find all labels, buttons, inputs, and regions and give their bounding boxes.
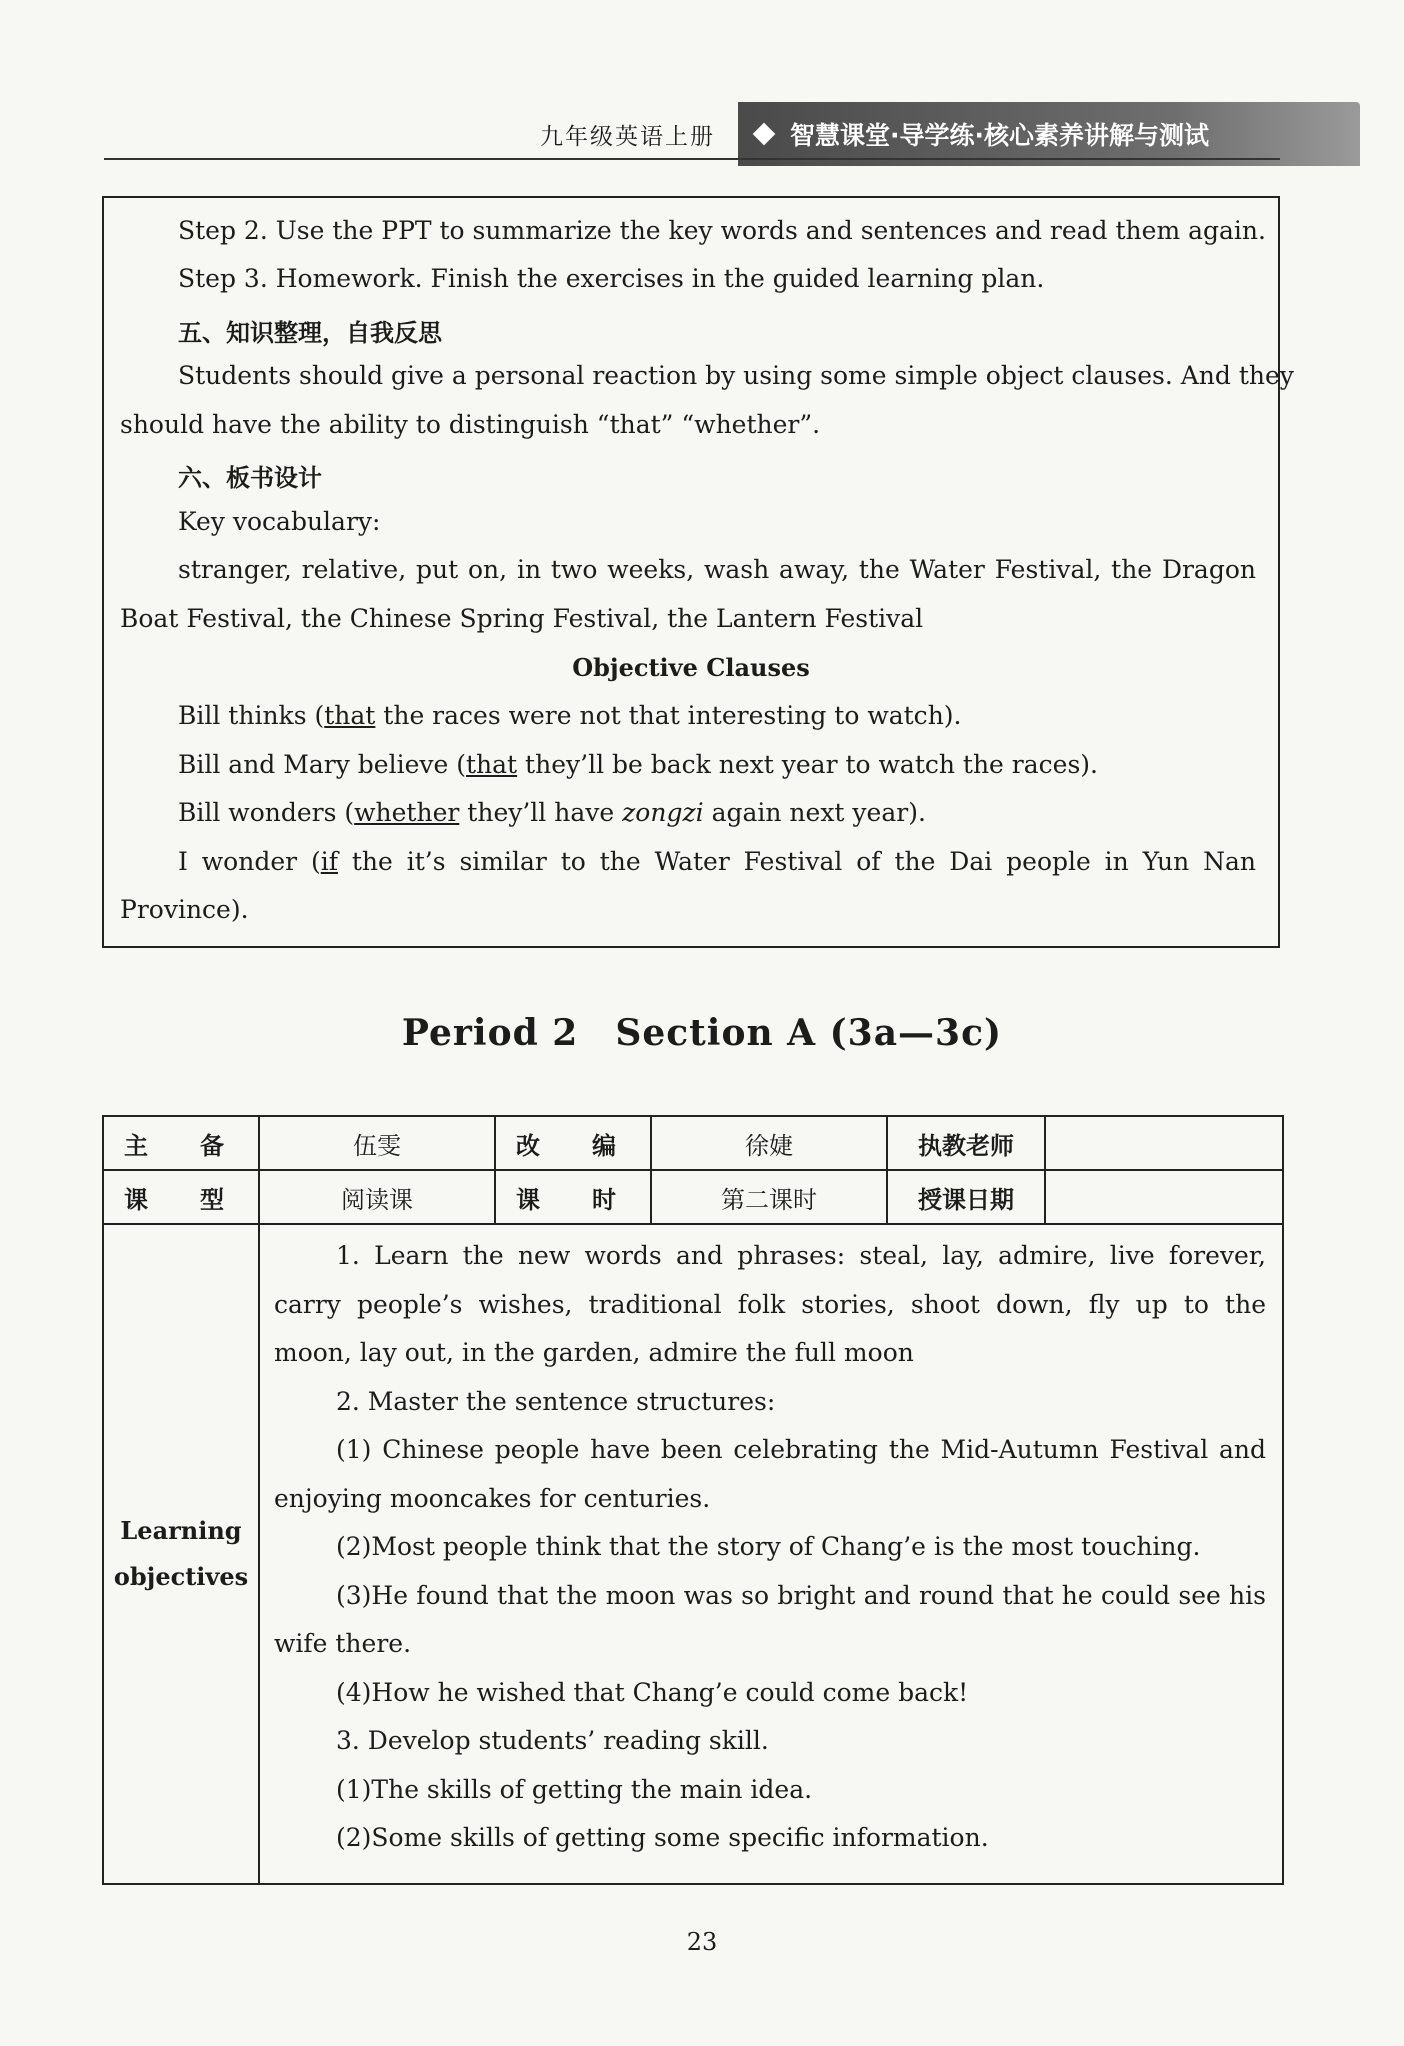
objective-clauses-title: Objective Clauses [572,653,810,682]
label-lead-preparer: 主 备 [103,1116,259,1170]
section-heading-5: 五、知识整理，自我反思 [178,319,442,347]
example-3 [178,798,926,827]
ex3-italic: zongzi [622,798,704,827]
table-row [103,1224,1283,1884]
reflection-line-2: should have the ability to distinguish “that” “whether”. [120,410,821,439]
header-rule [104,158,1280,160]
objective-line: enjoying mooncakes for centuries. [274,1484,711,1513]
example-4-cont: Province). [120,895,249,924]
label-period: 课 时 [495,1170,651,1224]
ex4-conj: if [320,847,338,876]
example-1 [178,701,962,730]
objective-line: 1. Learn the new words and phrases: steal, lay, admire, live forever, [336,1241,1266,1270]
objective-line: wife there. [274,1629,412,1658]
ex2-text-a: Bill and Mary believe ( [178,750,466,779]
lead-preparer-value: 伍雯 [259,1116,495,1170]
step-3: Step 3. Homework. Finish the exercises in the guided learning plan. [178,264,1045,293]
teacher-value [1045,1116,1283,1170]
diamond-icon [753,123,776,146]
vocab-line-2: Boat Festival, the Chinese Spring Festival, the Lantern Festival [120,604,924,633]
ex3-text-c: again next year). [703,798,926,827]
example-4 [178,847,1256,876]
objective-line: moon, lay out, in the garden, admire the full moon [274,1338,914,1367]
objective-line: carry people’s wishes, traditional folk stories, shoot down, fly up to the [274,1290,1266,1319]
book-title: 九年级英语上册 [540,124,715,150]
ex3-text-b: they’ll have [459,798,623,827]
label-date: 授课日期 [887,1170,1045,1224]
objective-line: (1)The skills of getting the main idea. [336,1775,813,1804]
objective-line: 2. Master the sentence structures: [336,1387,776,1416]
ex2-text-b: they’ll be back next year to watch the races). [517,750,1098,779]
objective-line: (2)Some skills of getting some specific information. [336,1823,989,1852]
learning-objectives-label [103,1224,259,1884]
ex1-text-b: the races were not that interesting to watch). [375,701,962,730]
page-number: 23 [686,1928,718,1956]
learning-objectives-content [259,1224,1283,1884]
reflection-line-1: Students should give a personal reaction by using some simple object clauses. And they [178,361,1294,390]
objective-line: (1) Chinese people have been celebrating the Mid-Autumn Festival and [336,1435,1266,1464]
series-banner [738,102,1360,166]
objective-line: 3. Develop students’ reading skill. [336,1726,769,1755]
step-2: Step 2. Use the PPT to summarize the key words and sentences and read them again. [178,216,1266,245]
label-teacher: 执教老师 [887,1116,1045,1170]
ex3-conj: whether [354,798,460,827]
ex3-text-a: Bill wonders ( [178,798,355,827]
objective-line: (2)Most people think that the story of Chang’e is the most touching. [336,1532,1201,1561]
lo-label-line-2: objectives [113,1562,249,1591]
period-title: Period 2 Section A (3a—3c) [401,1012,1003,1054]
ex1-text-a: Bill thinks ( [178,701,325,730]
ex4-text-a: I wonder ( [178,847,321,876]
adapted-by-value: 徐婕 [651,1116,887,1170]
label-lesson-type: 课 型 [103,1170,259,1224]
vocab-line-1: stranger, relative, put on, in two weeks, wash away, the Water Festival, the Dragon [178,555,1256,584]
key-vocab-label: Key vocabulary: [178,507,381,536]
series-title: 智慧课堂·导学练·核心素养讲解与测试 [790,121,1209,150]
objective-line: (4)How he wished that Chang’e could come back! [336,1678,969,1707]
ex1-conj: that [324,701,376,730]
label-adapted-by: 改 编 [495,1116,651,1170]
date-value [1045,1170,1283,1224]
example-2 [178,750,1098,779]
lesson-box [102,196,1294,948]
section-heading-6: 六、板书设计 [178,464,322,492]
lesson-type-value: 阅读课 [259,1170,495,1224]
ex4-text-b: the it’s similar to the Water Festival of the Dai people in Yun Nan [337,847,1256,876]
table-row [103,1170,1283,1224]
objective-line: (3)He found that the moon was so bright and round that he could see his [336,1581,1266,1610]
lo-label-line-1: Learning [120,1516,242,1545]
ex2-conj: that [466,750,518,779]
table-row [103,1116,1283,1170]
period-value: 第二课时 [651,1170,887,1224]
lesson-info-table [102,1115,1284,1885]
